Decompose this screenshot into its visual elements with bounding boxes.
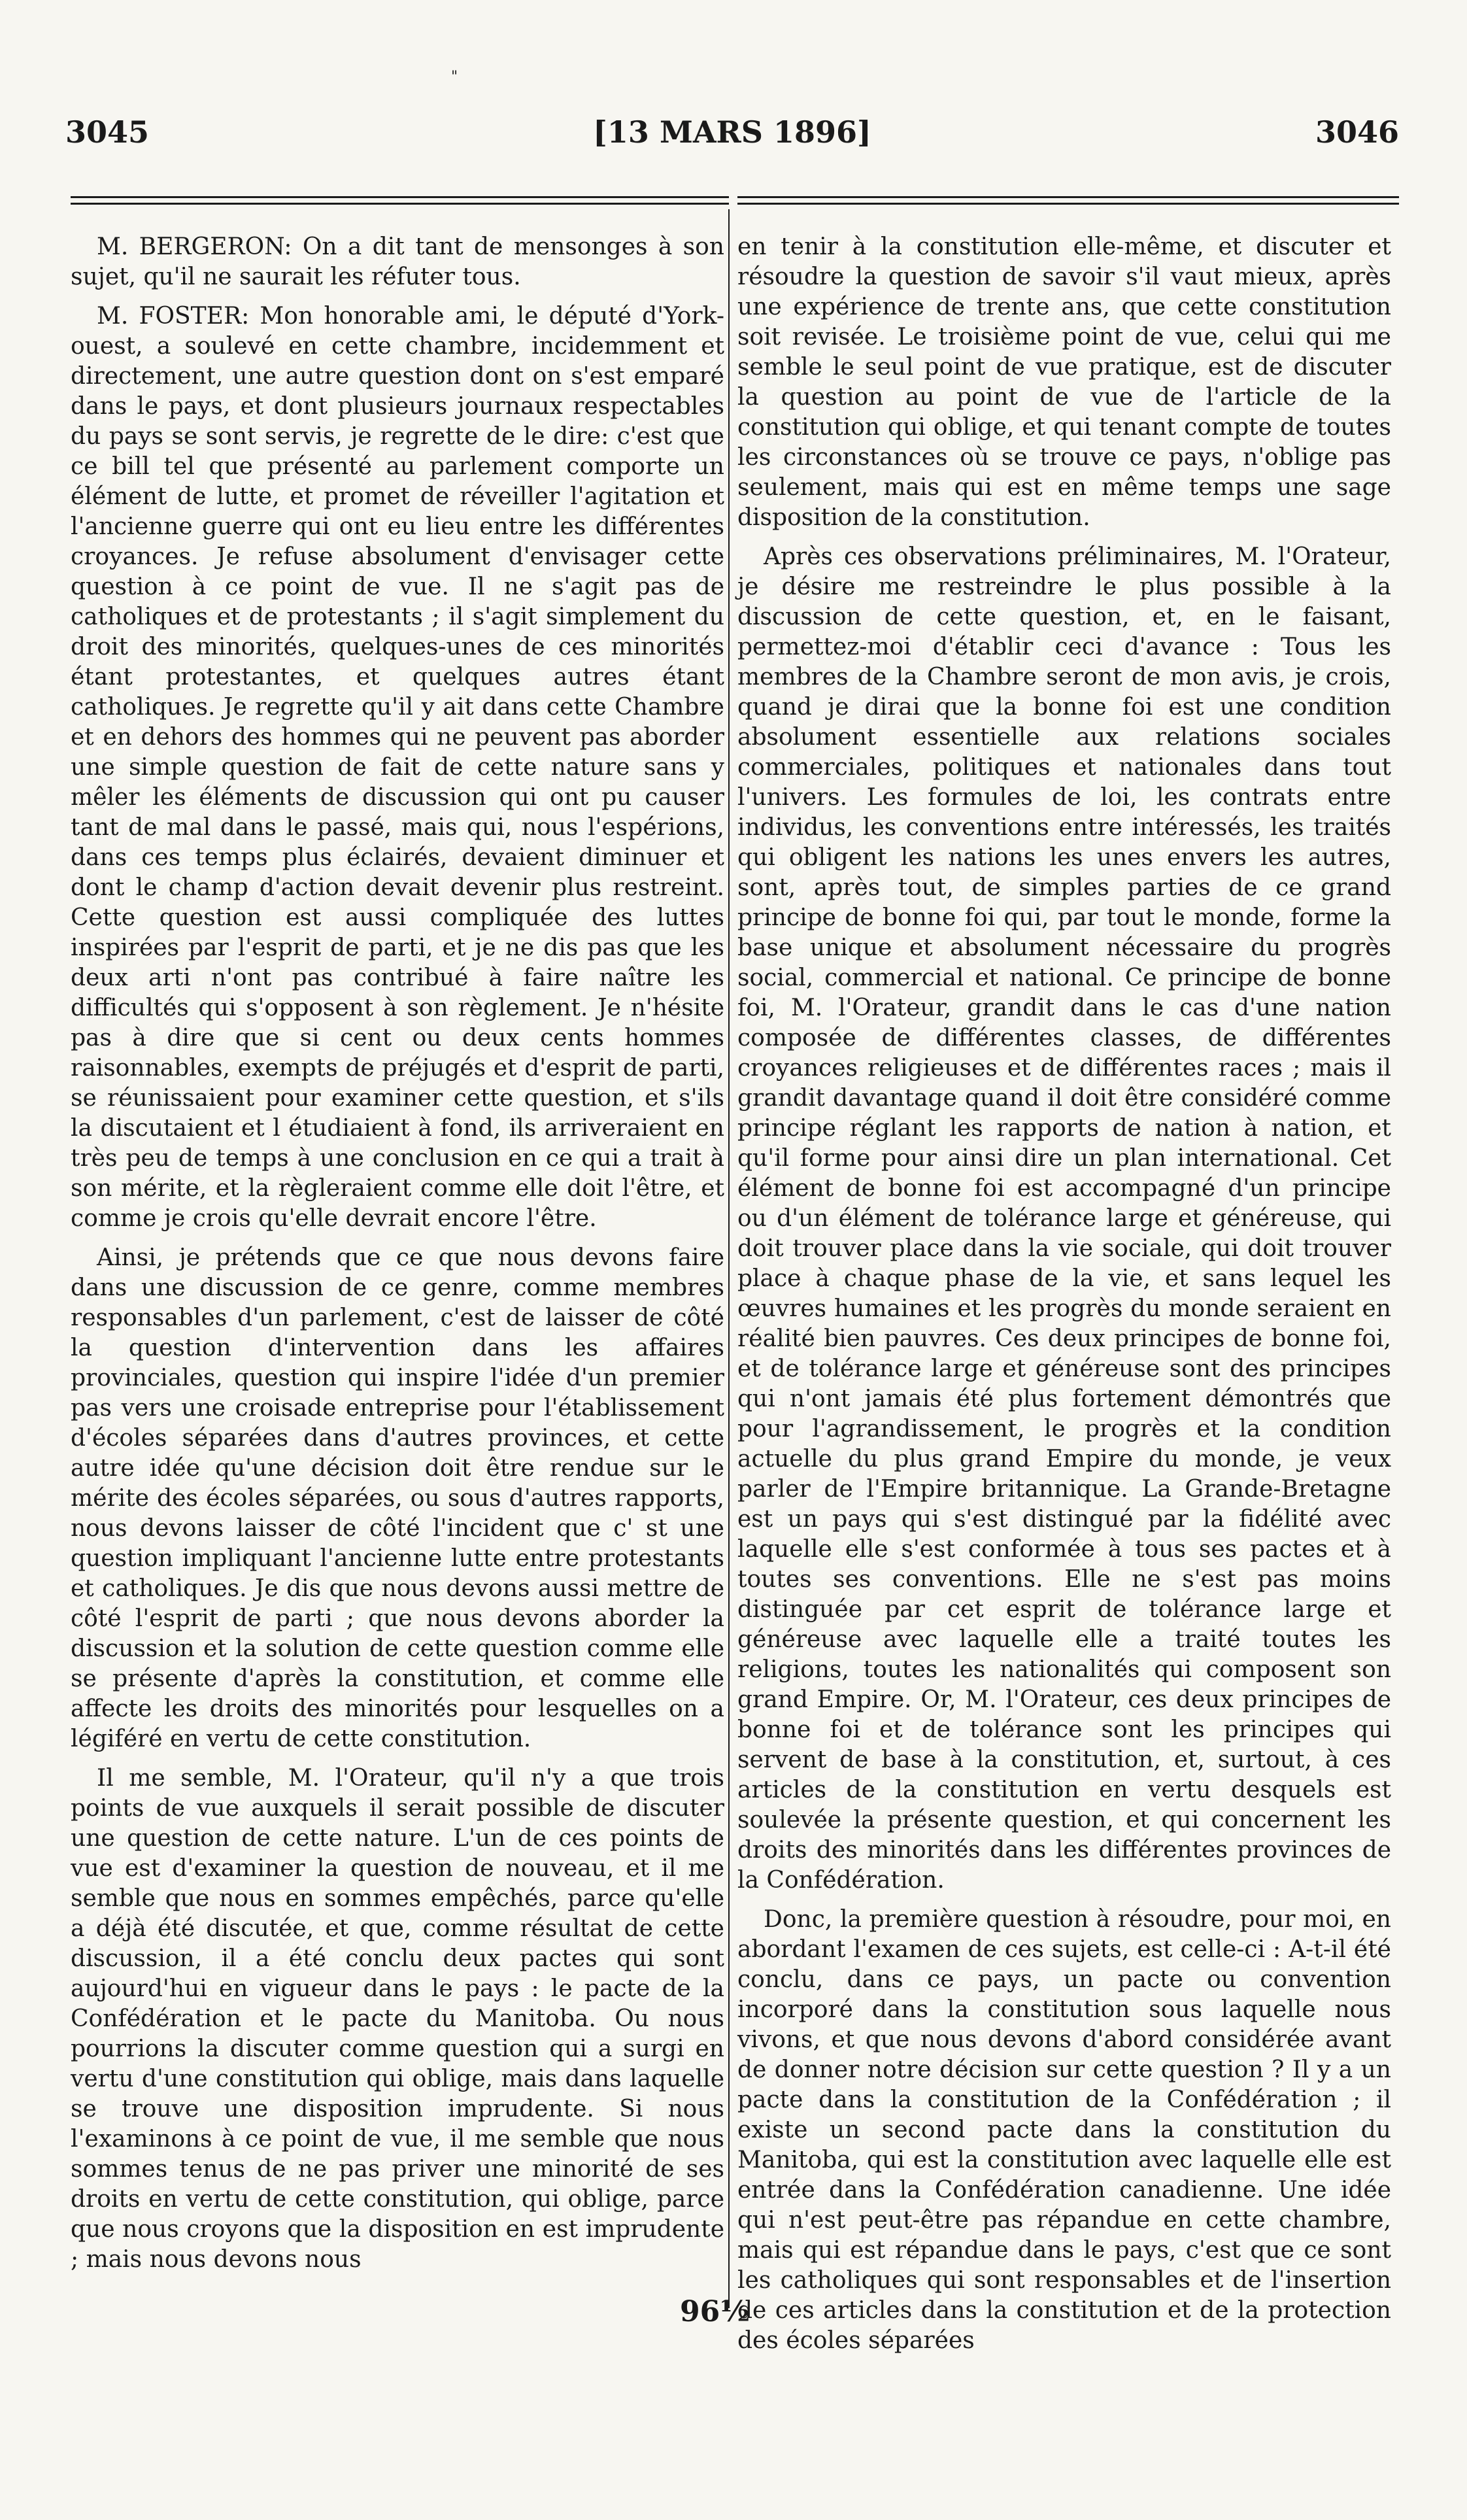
column-separator: [728, 209, 730, 2308]
left-page-number: 3045: [65, 114, 150, 150]
right-page-number: 3046: [1315, 114, 1399, 150]
header-rule-right-bottom: [737, 203, 1399, 205]
paragraph: M. FOSTER: Mon honorable ami, le député d'York-ouest, a soulevé en cette chambre, incidemment et directement, une autre question dont on s'est emparé dans le pays, et dont plusieurs journaux respectables du pays se sont servis, je regrette de le dire: c'est que ce bill tel que présenté au parlement comporte un élément de lutte, et promet de réveiller l'agitation et l'ancienne guerre qui ont eu lieu entre les différentes croyances. Je refuse absolument d'envisager cette question à ce point de vue. Il ne s'agit pas de catholiques et de protestants ; il s'agit simplement du droit des minorités, quelques-unes de ces minorités étant protestantes, et quelques autres étant catholiques. Je regrette qu'il y ait dans cette Chambre et en dehors des hommes qui ne peuvent pas aborder une simple question de fait de cette nature sans y mêler les éléments de discussion qui ont pu causer tant de mal dans le passé, mais qui, nous l'espérions, dans ces temps plus éclairés, devaient diminuer et dont le champ d'action devait devenir plus restreint. Cette question est aussi compliquée des luttes inspirées par l'esprit de parti, et je ne dis pas que les deux arti n'ont pas contribué à faire naître les difficultés qui s'opposent à son règlement. Je n'hésite pas à dire que si cent ou deux cents hommes raisonnables, exempts de préjugés et d'esprit de parti, se réunissaient pour examiner cette question, et s'ils la discutaient et l étudiaient à fond, ils arriveraient en très peu de temps à une conclusion en ce qui a trait à son mérite, et la règleraient comme elle doit l'être, et comme je crois qu'elle devrait encore l'être.: [71, 303, 724, 1232]
header-rule-right-top: [737, 196, 1399, 198]
paragraph: en tenir à la constitution elle-même, et discuter et résoudre la question de savoir s'il vaut mieux, après une expérience de trente ans, que cette constitution soit revisée. Le troisième point de vue, celui qui me semble le seul point de vue pratique, est de discuter la question au point de vue de l'article de la constitution qui oblige, et qui tenant compte de toutes les circonstances où se trouve ce pays, n'oblige pas seulement, mais qui est en même temps une sage disposition de la constitution.: [737, 233, 1391, 531]
paragraph: Ainsi, je prétends que ce que nous devons faire dans une discussion de ce genre, comme membres responsables d'un parlement, c'est de laisser de côté la question d'intervention dans les affaires provinciales, question qui inspire l'idée d'un premier pas vers une croisade entreprise pour l'établissement d'écoles séparées dans d'autres provinces, et cette autre idée qu'une décision doit être rendue sur le mérite des écoles séparées, ou sous d'autres rapports, nous devons laisser de côté l'incident que c' st une question impliquant l'ancienne lutte entre protestants et catholiques. Je dis que nous devons aussi mettre de côté l'esprit de parti ; que nous devons aborder la discussion et la solution de cette question comme elle se présente d'après la constitution, et comme elle affecte les droits des minorités pour lesquelles on a légiféré en vertu de cette constitution.: [71, 1244, 724, 1752]
page-header: [65, 114, 1399, 160]
paragraph: M. BERGERON: On a dit tant de mensonges à son sujet, qu'il ne saurait les réfuter tous.: [71, 233, 724, 290]
header-rule-left-bottom: [71, 203, 729, 205]
right-column: [737, 232, 1391, 2356]
header-rule-left-top: [71, 196, 729, 198]
left-column: [71, 232, 724, 2275]
paragraph: Il me semble, M. l'Orateur, qu'il n'y a que trois points de vue auxquels il serait possible de discuter une question de cette nature. L'un de ces points de vue est d'examiner la question de nouveau, et il me semble que nous en sommes empêchés, parce qu'elle a déjà été discutée, et que, comme résultat de cette discussion, il a été conclu deux pactes qui sont aujourd'hui en vigueur dans le pays : le pacte de la Confédération et le pacte du Manitoba. Ou nous pourrions la discuter comme question qui a surgi en vertu d'une constitution qui oblige, mais dans laquelle se trouve une disposition imprudente. Si nous l'examinons à ce point de vue, il me semble que nous sommes tenus de ne pas priver une minorité de ses droits en vertu de cette constitution, qui oblige, parce que nous croyons que la disposition en est imprudente ; mais nous devons nous: [71, 1765, 724, 2273]
paragraph: Après ces observations préliminaires, M. l'Orateur, je désire me restreindre le plus possible à la discussion de cette question, et, en le faisant, permettez-moi d'établir ceci d'avance : Tous les membres de la Chambre seront de mon avis, je crois, quand je dirai que la bonne foi est une condition absolument essentielle aux relations sociales commerciales, politiques et nationales dans tout l'univers. Les formules de loi, les contrats entre individus, les conventions entre intéressés, les traités qui obligent les nations les unes envers les autres, sont, après tout, de simples parties de ce grand principe de bonne foi qui, par tout le monde, forme la base unique et absolument nécessaire du progrès social, commercial et national. Ce principe de bonne foi, M. l'Orateur, grandit dans le cas d'une nation composée de différentes classes, de différentes croyances religieuses et de différentes races ; mais il grandit davantage quand il doit être considéré comme principe réglant les rapports de nation à nation, et qu'il forme pour ainsi dire un plan international. Cet élément de bonne foi est accompagné d'un principe ou d'un élément de tolérance large et généreuse, qui doit trouver place dans la vie sociale, qui doit trouver place à chaque phase de la vie, et sans lequel les œuvres humaines et les progrès du monde seraient en réalité bien pauvres. Ces deux principes de bonne foi, et de tolérance large et généreuse sont des principes qui n'ont jamais été plus fortement démontrés que pour l'agrandissement, le progrès et la condition actuelle du plus grand Empire du monde, je veux parler de l'Empire britannique. La Grande-Bretagne est un pays qui s'est distingué par la fidélité avec laquelle elle s'est conformée à tous ses pactes et à toutes ses conventions. Elle ne s'est pas moins distinguée par cet esprit de tolérance large et généreuse avec laquelle elle a traité toutes les religions, toutes les nationalités qui composent son grand Empire. Or, M. l'Orateur, ces deux principes de bonne foi et de tolérance sont les principes qui servent de base à la constitution, et, surtout, à ces articles de la constitution en vertu desquels est soulevée la présente question, et qui concernent les droits des minorités dans les différentes provinces de la Confédération.: [737, 543, 1391, 1894]
paragraph: Donc, la première question à résoudre, pour moi, en abordant l'examen de ces sujets, est celle-ci : A-t-il été conclu, dans ce pays, un pacte ou convention incorporé dans la constitution sous laquelle nous vivons, et que nous devons d'abord considérée avant de donner notre décision sur cette question ? Il y a un pacte dans la constitution de la Confédération ; il existe un second pacte dans la constitution du Manitoba, qui est la constitution avec laquelle elle est entrée dans la Confédération canadienne. Une idée qui n'est peut-être pas répandue en cette chambre, mais qui est répandue dans le pays, c'est que ce sont les catholiques qui sont responsables et de l'insertion de ces articles dans la constitution et de la protection des écoles séparées: [737, 1906, 1391, 2354]
signature-mark: 96½: [680, 2295, 750, 2328]
scan-mark: ": [451, 69, 458, 85]
date-heading: [13 MARS 1896]: [593, 114, 871, 150]
